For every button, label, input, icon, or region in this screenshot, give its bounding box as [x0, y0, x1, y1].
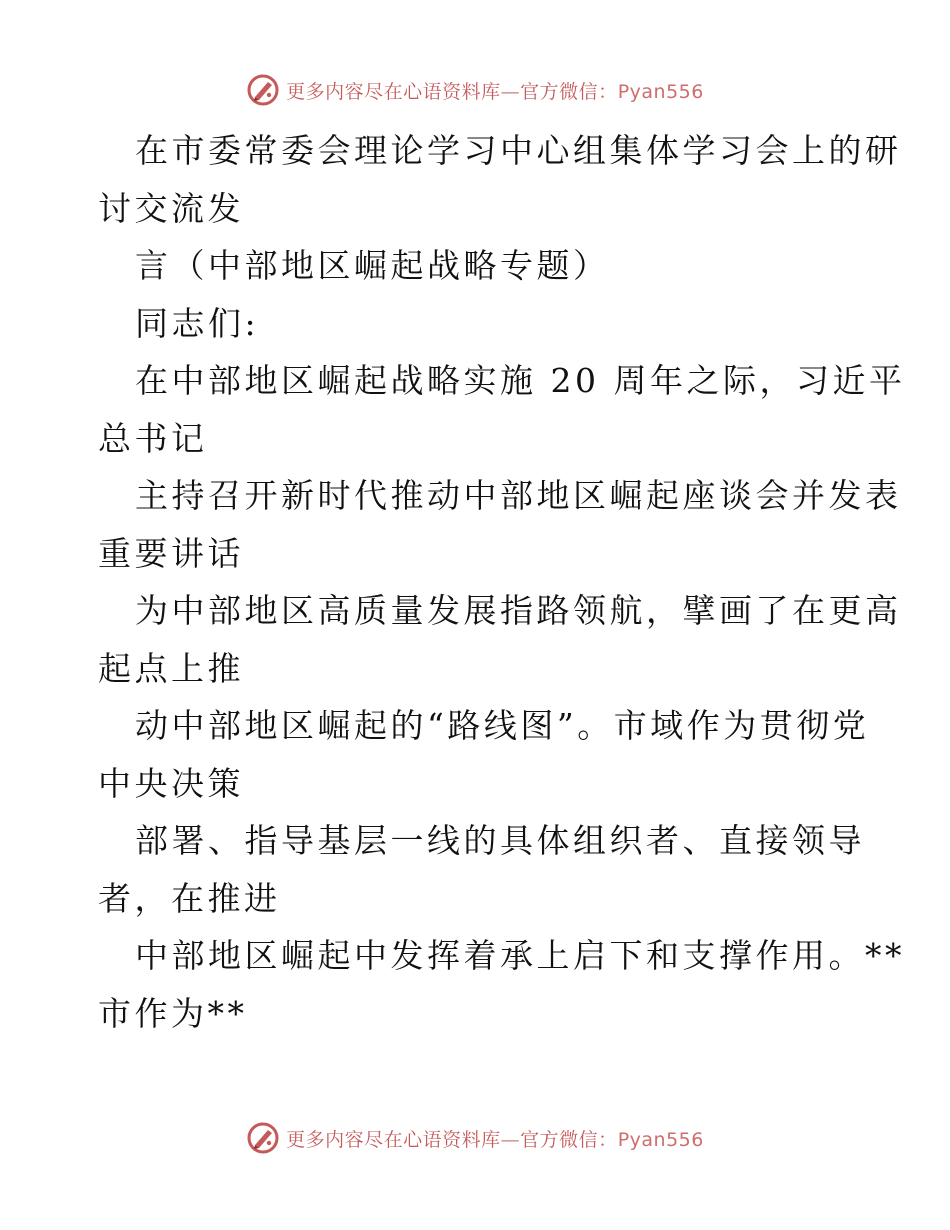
banner-wechat-label: 官方微信： — [520, 1128, 618, 1151]
document-body — [98, 122, 906, 1042]
text-line: 在中部地区崛起战略实施 20 周年之际，习近平 — [135, 361, 906, 400]
footer-banner — [0, 1118, 950, 1158]
banner-text — [286, 77, 704, 104]
text-line: 主持召开新时代推动中部地区崛起座谈会并发表 — [135, 476, 902, 515]
banner-wechat-id: Pyan556 — [617, 1128, 704, 1151]
text-line: 动中部地区崛起的“路线图”。市域作为贯彻党 — [135, 706, 870, 745]
text-line: 讨交流发 — [98, 188, 244, 228]
text-line: 中部地区崛起中发挥着承上启下和支撑作用。** — [135, 936, 905, 975]
banner-separator: — — [500, 80, 521, 103]
text-line: 起点上推 — [98, 648, 244, 688]
text-line: 言（中部地区崛起战略专题） — [135, 246, 610, 285]
text-line: 总书记 — [98, 418, 208, 458]
header-banner — [0, 70, 950, 110]
banner-wechat-label: 官方微信： — [520, 80, 618, 103]
text-line: 为中部地区高质量发展指路领航，擘画了在更高 — [135, 591, 902, 630]
banner-wechat-id: Pyan556 — [617, 80, 704, 103]
text-line: 部署、指导基层一线的具体组织者、直接领导 — [135, 821, 865, 860]
banner-title: 更多内容尽在心语资料库 — [286, 80, 501, 103]
banner-title: 更多内容尽在心语资料库 — [286, 1128, 501, 1151]
text-line: 市作为** — [98, 993, 248, 1033]
text-line: 在市委常委会理论学习中心组集体学习会上的研 — [135, 131, 902, 170]
text-line: 重要讲话 — [98, 533, 244, 573]
banner-text — [286, 1125, 704, 1152]
pen-circle-logo-icon — [246, 1121, 280, 1155]
text-line: 中央决策 — [98, 763, 244, 803]
text-line: 同志们: — [135, 303, 260, 343]
text-line: 者，在推进 — [98, 878, 281, 918]
pen-circle-logo-icon — [246, 73, 280, 107]
banner-separator: — — [500, 1128, 521, 1151]
